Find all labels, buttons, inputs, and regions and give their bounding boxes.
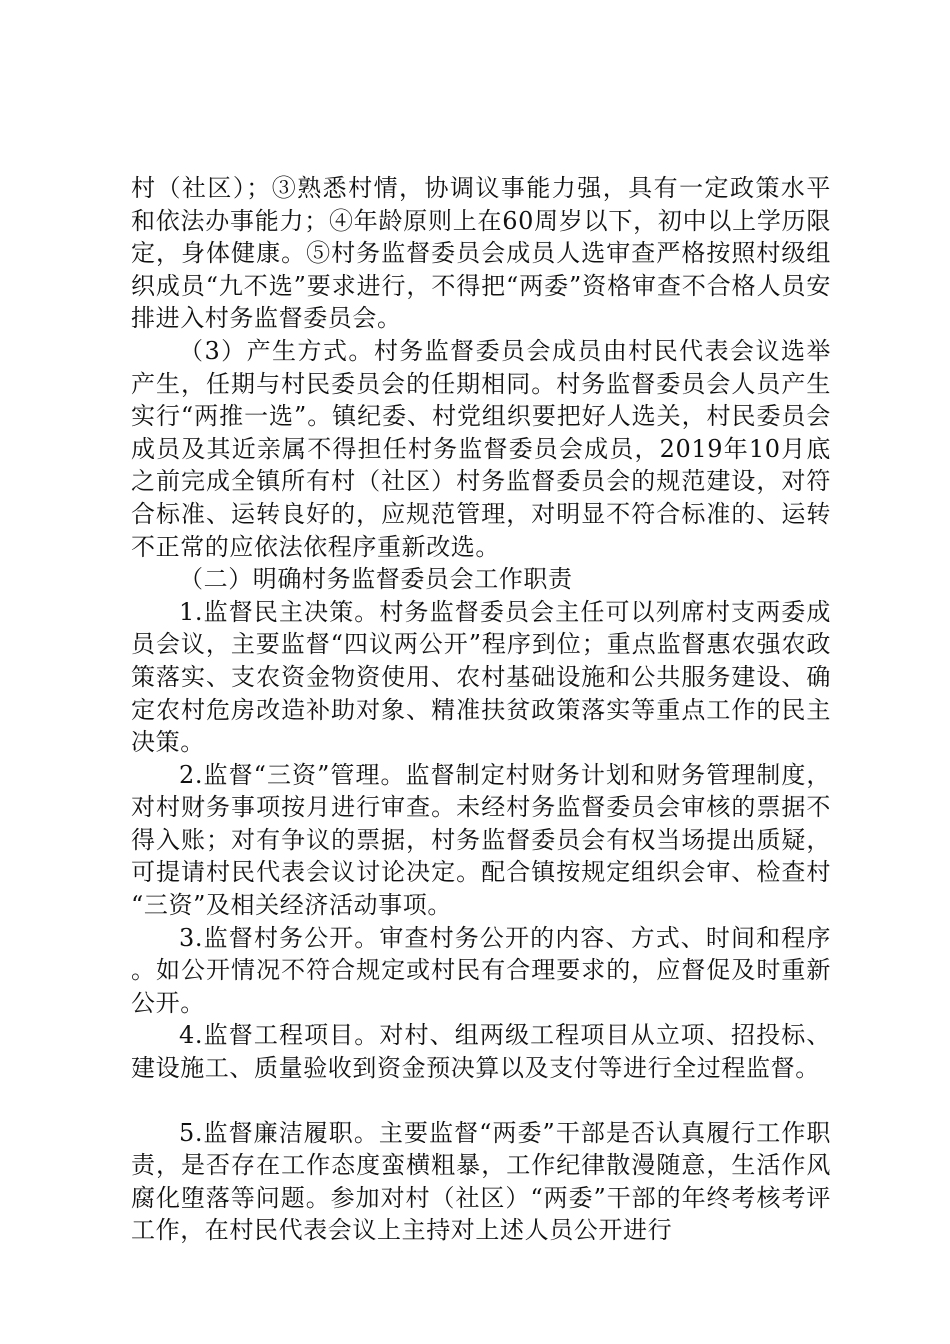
paragraph-duty-integrity: 5.监督廉洁履职。主要监督“两委”干部是否认真履行工作职责，是否存在工作态度蛮横粗暴，工作纪律散漫随意，生活作风腐化堕落等问题。参加对村（社区）“两委”干部的年终考核考评工作，在村民代表会议上主持对上述人员公开进行 xyxy=(131,1118,831,1245)
document-body xyxy=(131,172,831,1247)
paragraph-duty-three-assets: 2.监督“三资”管理。监督制定村财务计划和财务管理制度，对村财务事项按月进行审查。未经村务监督委员会审核的票据不得入账；对有争议的票据，村务监督委员会有权当场提出质疑，可提请村民代表会议讨论决定。配合镇按规定组织会审、检查村“三资”及相关经济活动事项。 xyxy=(131,760,831,920)
paragraph-eligibility-continued: 村（社区）；③熟悉村情，协调议事能力强，具有一定政策水平和依法办事能力；④年龄原则上在60周岁以下，初中以上学历限定，身体健康。⑤村务监督委员会成员人选审查严格按照村级组织成员“九不选”要求进行，不得把“两委”资格审查不合格人员安排进入村务监督委员会。 xyxy=(131,174,831,333)
paragraph-selection-method: （3）产生方式。村务监督委员会成员由村民代表会议选举产生，任期与村民委员会的任期相同。村务监督委员会人员产生实行“两推一选”。镇纪委、村党组织要把好人选关，村民委员会成员及其近亲属不得担任村务监督委员会成员，2019年10月底之前完成全镇所有村（社区）村务监督委员会的规范建设，对符合标准、运转良好的，应规范管理，对明显不符合标准的、运转不正常的应依法依程序重新改选。 xyxy=(131,336,831,561)
paragraph-duty-village-affairs: 3.监督村务公开。审查村务公开的内容、方式、时间和程序。如公开情况不符合规定或村民有合理要求的，应督促及时重新公开。 xyxy=(131,923,831,1017)
paragraph-duty-engineering-projects: 4.监督工程项目。对村、组两级工程项目从立项、招投标、建设施工、质量验收到资金预决算以及支付等进行全过程监督。 xyxy=(131,1021,831,1083)
section-heading-duties: （二）明确村务监督委员会工作职责 xyxy=(179,565,573,594)
paragraph-duty-democratic-decision: 1.监督民主决策。村务监督委员会主任可以列席村支两委成员会议，主要监督“四议两公开”程序到位；重点监督惠农强农政策落实、支农资金物资使用、农村基础设施和公共服务建设、确定农村危房改造补助对象、精准扶贫政策落实等重点工作的民主决策。 xyxy=(131,597,831,757)
